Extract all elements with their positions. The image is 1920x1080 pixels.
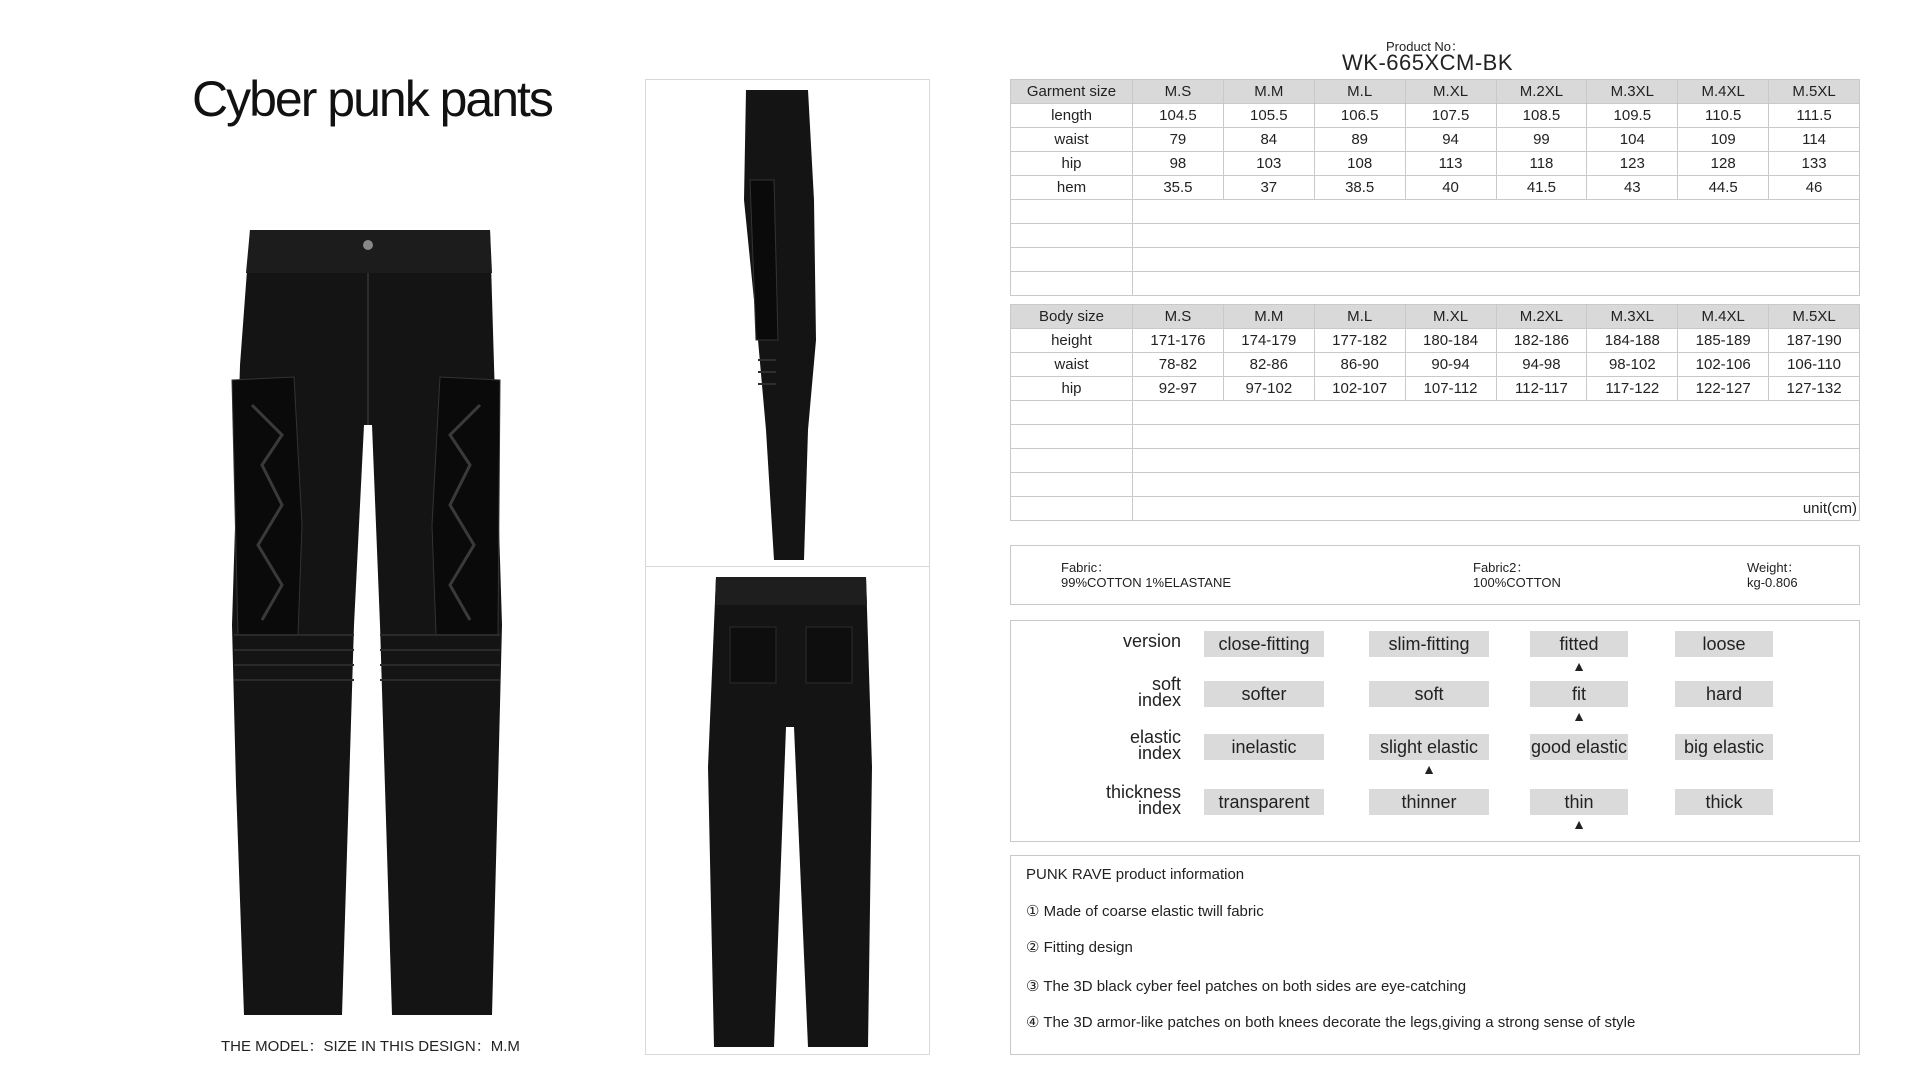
table-cell: M.XL xyxy=(1405,305,1496,329)
table-cell: 174-179 xyxy=(1223,329,1314,353)
fit-option: hard xyxy=(1675,681,1773,707)
table-cell: 182-186 xyxy=(1496,329,1587,353)
table-cell: 107-112 xyxy=(1405,377,1496,401)
table-row xyxy=(1011,104,1860,128)
table-cell: 46 xyxy=(1769,176,1860,200)
front-pants-photo xyxy=(222,225,522,1025)
table-cell: 103 xyxy=(1223,152,1314,176)
info-item: ① Made of coarse elastic twill fabric xyxy=(1026,903,1264,920)
empty-row xyxy=(1011,425,1860,449)
info-item: ④ The 3D armor-like patches on both knees decorate the legs,giving a strong sense of style xyxy=(1026,1014,1636,1031)
table-cell: M.S xyxy=(1133,305,1224,329)
table-cell: M.3XL xyxy=(1587,80,1678,104)
table-cell: 106-110 xyxy=(1769,353,1860,377)
back-view-frame xyxy=(645,566,930,1055)
empty-row xyxy=(1011,401,1860,425)
fit-label-version: version xyxy=(1122,631,1181,651)
side-view-frame xyxy=(645,79,930,568)
table-cell: hip xyxy=(1011,377,1133,401)
table-cell: 78-82 xyxy=(1133,353,1224,377)
fabric1-label: Fabric： xyxy=(1061,560,1111,575)
table-cell: waist xyxy=(1011,128,1133,152)
empty-row xyxy=(1011,200,1860,224)
table-cell: 171-176 xyxy=(1133,329,1224,353)
empty-row xyxy=(1011,248,1860,272)
table-cell: 104.5 xyxy=(1133,104,1224,128)
selected-marker-icon: ▲ xyxy=(1422,761,1436,777)
table-cell: 86-90 xyxy=(1314,353,1405,377)
table-cell: 114 xyxy=(1769,128,1860,152)
table-cell: 177-182 xyxy=(1314,329,1405,353)
selected-marker-icon: ▲ xyxy=(1572,658,1586,674)
table-cell: 108 xyxy=(1314,152,1405,176)
fit-option: good elastic xyxy=(1530,734,1628,760)
garment-size-table xyxy=(1010,79,1860,296)
fit-option: thinner xyxy=(1369,789,1489,815)
table-cell: 89 xyxy=(1314,128,1405,152)
table-cell: M.L xyxy=(1314,305,1405,329)
table-cell: hem xyxy=(1011,176,1133,200)
table-cell: 92-97 xyxy=(1133,377,1224,401)
table-cell: M.M xyxy=(1223,305,1314,329)
table-cell: M.5XL xyxy=(1769,305,1860,329)
fit-option-selected: thin xyxy=(1530,789,1628,815)
table-cell: 109.5 xyxy=(1587,104,1678,128)
table-cell: 133 xyxy=(1769,152,1860,176)
table-cell: M.L xyxy=(1314,80,1405,104)
fit-option: inelastic xyxy=(1204,734,1324,760)
table-row xyxy=(1011,128,1860,152)
unit-label: unit(cm) xyxy=(1133,497,1860,521)
table-cell: M.4XL xyxy=(1678,305,1769,329)
fit-option: soft xyxy=(1369,681,1489,707)
table-cell: length xyxy=(1011,104,1133,128)
back-pants-photo xyxy=(646,567,929,1054)
table-row xyxy=(1011,377,1860,401)
table-cell: 82-86 xyxy=(1223,353,1314,377)
table-cell: M.5XL xyxy=(1769,80,1860,104)
table-cell: 98 xyxy=(1133,152,1224,176)
fit-option: transparent xyxy=(1204,789,1324,815)
table-cell: 43 xyxy=(1587,176,1678,200)
table-cell: 90-94 xyxy=(1405,353,1496,377)
side-pants-photo xyxy=(646,80,929,567)
body-size-table xyxy=(1010,304,1860,521)
empty-row xyxy=(1011,272,1860,296)
table-cell: 102-107 xyxy=(1314,377,1405,401)
table-cell: 35.5 xyxy=(1133,176,1224,200)
fit-option: thick xyxy=(1675,789,1773,815)
body-header-row xyxy=(1011,305,1860,329)
table-cell: Garment size xyxy=(1011,80,1133,104)
table-cell: 184-188 xyxy=(1587,329,1678,353)
table-cell: M.2XL xyxy=(1496,80,1587,104)
table-cell: 127-132 xyxy=(1769,377,1860,401)
table-cell: 185-189 xyxy=(1678,329,1769,353)
table-cell: 37 xyxy=(1223,176,1314,200)
table-cell: 187-190 xyxy=(1769,329,1860,353)
table-cell: 108.5 xyxy=(1496,104,1587,128)
product-info-box xyxy=(1010,855,1860,1055)
table-cell: 44.5 xyxy=(1678,176,1769,200)
selected-marker-icon: ▲ xyxy=(1572,708,1586,724)
fit-option-selected: fitted xyxy=(1530,631,1628,657)
table-row xyxy=(1011,176,1860,200)
table-cell: 105.5 xyxy=(1223,104,1314,128)
table-cell: 123 xyxy=(1587,152,1678,176)
table-cell: M.3XL xyxy=(1587,305,1678,329)
info-heading: PUNK RAVE product information xyxy=(1026,866,1245,883)
table-cell: height xyxy=(1011,329,1133,353)
table-cell: 41.5 xyxy=(1496,176,1587,200)
weight-value: kg-0.806 xyxy=(1747,575,1798,590)
fabric2-label: Fabric2： xyxy=(1473,560,1530,575)
table-cell: 99 xyxy=(1496,128,1587,152)
table-cell: Body size xyxy=(1011,305,1133,329)
fabric1-value: 99%COTTON 1%ELASTANE xyxy=(1061,575,1232,590)
table-cell: 128 xyxy=(1678,152,1769,176)
unit-row xyxy=(1011,497,1860,521)
table-cell: waist xyxy=(1011,353,1133,377)
fit-label-thickness: thickness index xyxy=(1105,782,1181,818)
info-item: ② Fitting design xyxy=(1026,939,1133,956)
selected-marker-icon: ▲ xyxy=(1572,816,1586,832)
table-cell: 106.5 xyxy=(1314,104,1405,128)
table-cell: 97-102 xyxy=(1223,377,1314,401)
fit-option: loose xyxy=(1675,631,1773,657)
fit-option: slim-fitting xyxy=(1369,631,1489,657)
table-row xyxy=(1011,329,1860,353)
fit-index-box xyxy=(1010,620,1860,842)
model-size-note: THE MODEL：SIZE IN THIS DESIGN：M.M xyxy=(221,1038,520,1055)
info-item: ③ The 3D black cyber feel patches on both sides are eye-catching xyxy=(1026,978,1467,995)
table-cell: 122-127 xyxy=(1678,377,1769,401)
table-cell: M.XL xyxy=(1405,80,1496,104)
table-cell: 110.5 xyxy=(1678,104,1769,128)
fit-option: softer xyxy=(1204,681,1324,707)
table-cell: 117-122 xyxy=(1587,377,1678,401)
table-cell: 102-106 xyxy=(1678,353,1769,377)
fit-option: big elastic xyxy=(1675,734,1773,760)
fit-option-selected: fit xyxy=(1530,681,1628,707)
garment-header-row xyxy=(1011,80,1860,104)
table-row xyxy=(1011,152,1860,176)
table-cell: 113 xyxy=(1405,152,1496,176)
weight-label: Weight： xyxy=(1747,560,1801,575)
table-cell: M.M xyxy=(1223,80,1314,104)
table-cell: 94-98 xyxy=(1496,353,1587,377)
table-cell: 79 xyxy=(1133,128,1224,152)
fit-option-selected: slight elastic xyxy=(1369,734,1489,760)
table-cell: M.S xyxy=(1133,80,1224,104)
product-number: WK-665XCM-BK xyxy=(1342,50,1514,75)
fabric2-value: 100%COTTON xyxy=(1473,575,1561,590)
table-cell: M.4XL xyxy=(1678,80,1769,104)
table-cell: M.2XL xyxy=(1496,305,1587,329)
table-cell: 84 xyxy=(1223,128,1314,152)
table-cell: 40 xyxy=(1405,176,1496,200)
table-cell: hip xyxy=(1011,152,1133,176)
table-cell: 112-117 xyxy=(1496,377,1587,401)
table-cell: 118 xyxy=(1496,152,1587,176)
table-cell: 104 xyxy=(1587,128,1678,152)
table-cell: 180-184 xyxy=(1405,329,1496,353)
table-row xyxy=(1011,353,1860,377)
table-cell: 107.5 xyxy=(1405,104,1496,128)
table-cell: 38.5 xyxy=(1314,176,1405,200)
product-number-label: Product No： xyxy=(1386,39,1465,54)
empty-row xyxy=(1011,224,1860,248)
table-cell: 111.5 xyxy=(1769,104,1860,128)
empty-row xyxy=(1011,473,1860,497)
fit-option: close-fitting xyxy=(1204,631,1324,657)
table-cell: 94 xyxy=(1405,128,1496,152)
fit-label-soft: soft index xyxy=(1137,674,1181,710)
fit-label-elastic: elastic index xyxy=(1129,727,1181,763)
fabric-box xyxy=(1010,545,1860,605)
empty-row xyxy=(1011,449,1860,473)
table-cell: 109 xyxy=(1678,128,1769,152)
product-title: Cyber punk pants xyxy=(192,71,552,127)
table-cell: 98-102 xyxy=(1587,353,1678,377)
